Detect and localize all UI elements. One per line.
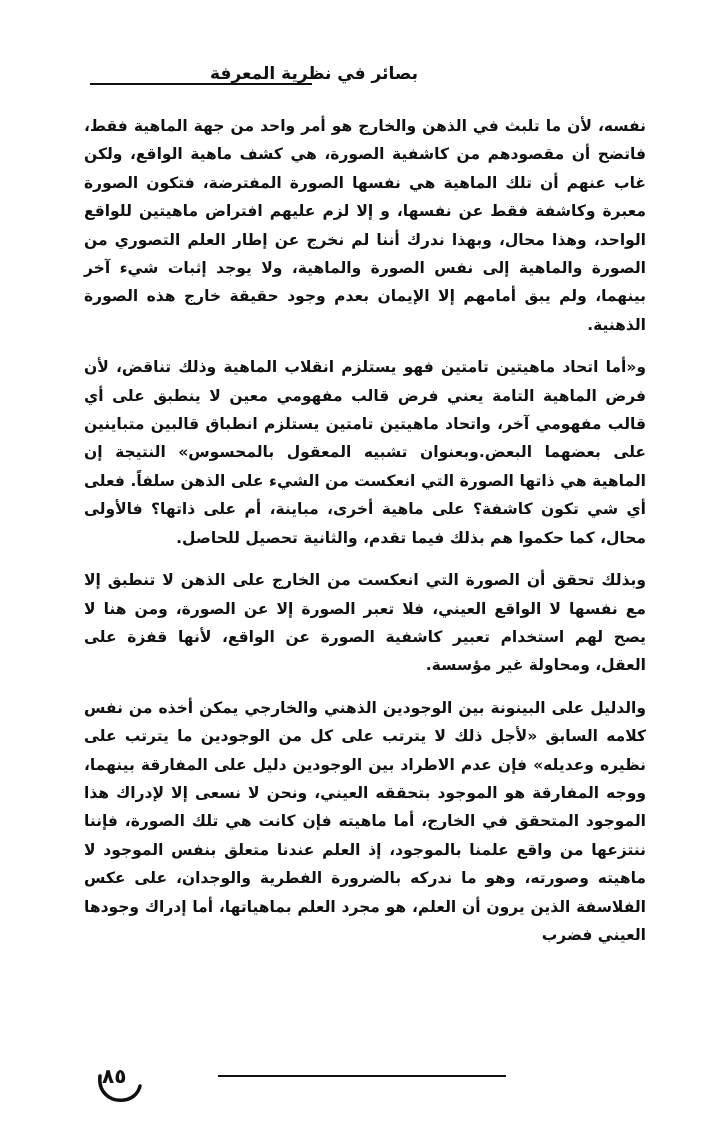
paragraph: و«أما اتحاد ماهيتين تامتين فهو يستلزم انقلاب الماهية وذلك تناقض، لأن فرض الماهية التامة يعني فرض قالب مفهومي معين لا ينطبق على أي قالب مفهومي آخر، واتحاد ماهيتين تامتين يستلزم انطباق قالبين متباينين على بعضهما البعض.وبعنوان تشبيه المعقول بالمحسوس» النتيجة إن الماهية هي ذاتها الصورة التي انعكست من الشيء على الذهن سلفاً. فعلى أي شي تكون كاشفة؟ على ماهية أخرى، مباينة، أم على ذاتها؟ فالأولى محال، كما حكموا هم بذلك فيما تقدم، والثانية تحصيل للحاصل. <box>84 358 646 547</box>
body-text <box>84 112 646 963</box>
footer-rule <box>218 1075 506 1077</box>
paragraph: نفسه، لأن ما تلبث في الذهن والخارج هو أمر واحد من جهة الماهية فقط، فاتضح أن مقصودهم من كاشفية الصورة، هي كشف ماهية الواقع، ولكن غاب عنهم أن تلك الماهية هي نفسها الصورة المفترضة، فتكون الصورة معبرة وكاشفة فقط عن نفسها، و إلا لزم عليهم افتراض ماهيتين للواقع الواحد، وهذا محال، وبهذا ندرك أننا لم نخرج عن إطار العلم التصوري من الصورة والماهية إلى نفس الصورة والماهية، ولا يوجد إثبات شيء آخر بينهما، ولم يبق أمامهم إلا الإيمان بعدم وجود حقيقة خارج هذه الصورة الذهنية. <box>84 117 646 334</box>
paragraph: والدليل على البينونة بين الوجودين الذهني والخارجي يمكن أخذه من نفس كلامه السابق «لأجل ذلك لا يترتب على كل من الوجودين ما يترتب على نظيره وعديله» فإن عدم الاطراد بين الوجودين دليل على المفارقة بينهما، ووجه المفارقة هو الموجود بتحققه العيني، ونحن لا نسعى إلا لإدراك هذا الموجود المتحقق في الخارج، أما ماهيته فإن كانت هي تلك الصورة، فإننا ننتزعها من واقع علمنا بالموجود، إذ العلم عندنا متعلق بنفس الموجود لا ماهيته وصورته، وهو ما ندركه بالضرورة الفطرية والوجدان، على عكس الفلاسفة الذين يرون أن العلم، هو مجرد العلم بماهياتها، أما إدراك وجودها العيني فضرب <box>84 698 646 944</box>
header-rule <box>90 83 312 85</box>
page-number <box>96 1062 142 1102</box>
book-title: بصائر في نظرية المعرفة <box>210 64 418 84</box>
running-header <box>90 64 640 94</box>
paragraph: وبذلك تحقق أن الصورة التي انعكست من الخارج على الذهن لا تنطبق إلا مع نفسها لا الواقع العيني، فلا تعبر الصورة إلا عن الصورة، ومن هنا لا يصح لهم استخدام تعبير كاشفية الصورة عن الواقع، لأنها قفزة على العقل، ومحاولة غير مؤسسة. <box>84 571 646 675</box>
page-number-text: ٨٥ <box>102 1064 127 1088</box>
